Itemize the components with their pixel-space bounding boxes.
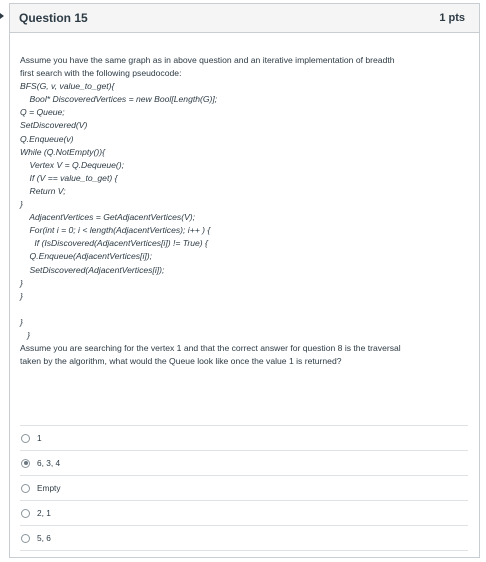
code-line: AdjacentVertices = GetAdjacentVertices(V); — [20, 212, 196, 223]
prompt-line: taken by the algorithm, what would the Queue look like once the value 1 is returned? — [20, 356, 342, 367]
answer-option[interactable] — [20, 500, 468, 525]
code-line: Q.Enqueue(v) — [20, 133, 74, 144]
code-line — [20, 303, 467, 316]
question-intro — [20, 54, 467, 80]
question-prompt — [20, 342, 467, 368]
answer-option[interactable] — [20, 450, 468, 475]
question-points: 1 pts — [439, 12, 465, 24]
question-marker-arrow — [0, 13, 4, 19]
prompt-line: Assume you are searching for the vertex 1 and that the correct answer for question 8 is the traversal — [20, 343, 401, 354]
code-line: } — [20, 277, 23, 288]
answer-label: Empty — [37, 483, 61, 493]
code-line: } — [20, 316, 23, 327]
radio-empty-icon[interactable] — [21, 484, 30, 493]
answer-label: 1 — [37, 433, 42, 443]
intro-line: Assume you have the same graph as in above question and an iterative implementation of breadth — [20, 55, 395, 65]
code-line: Q = Queue; — [20, 107, 65, 118]
code-line: While (Q.NotEmpty()){ — [20, 146, 105, 157]
question-header — [10, 4, 479, 33]
code-line: Return V; — [20, 185, 66, 196]
question-card — [9, 3, 480, 558]
answer-option[interactable] — [20, 525, 468, 551]
code-line: } — [20, 199, 23, 210]
intro-line: first search with the following pseudocode: — [20, 68, 182, 79]
code-line: Q.Enqueue(AdjacentVertices[i]); — [20, 251, 152, 262]
code-line: } — [20, 290, 23, 301]
code-line: SetDiscovered(AdjacentVertices[i]); — [20, 264, 165, 275]
answer-option[interactable] — [20, 425, 468, 450]
answer-label: 2, 1 — [37, 508, 51, 518]
code-line: BFS(G, v, value_to_get){ — [20, 81, 115, 92]
code-line: SetDiscovered(V) — [20, 120, 88, 131]
radio-empty-icon[interactable] — [21, 534, 30, 543]
code-line: If (V == value_to_get) { — [20, 172, 118, 183]
answer-label: 5, 6 — [37, 533, 51, 543]
answer-option[interactable] — [20, 475, 468, 500]
code-line: Bool* DiscoveredVertices = new Bool[Length(G)]; — [20, 94, 218, 105]
radio-empty-icon[interactable] — [21, 509, 30, 518]
radio-empty-icon[interactable] — [21, 434, 30, 443]
question-title: Question 15 — [19, 11, 88, 25]
answer-list — [20, 425, 468, 551]
code-line: For(int i = 0; i < length(AdjacentVertices); i++ ) { — [20, 225, 211, 236]
question-text — [20, 54, 467, 368]
code-line: If (IsDiscovered(AdjacentVertices[i]) != True) { — [20, 238, 208, 249]
radio-selected-icon[interactable] — [21, 459, 30, 468]
code-line: Vertex V = Q.Dequeue(); — [20, 159, 125, 170]
pseudocode-block — [20, 80, 467, 342]
code-line: } — [20, 329, 31, 340]
answer-label: 6, 3, 4 — [37, 458, 61, 468]
